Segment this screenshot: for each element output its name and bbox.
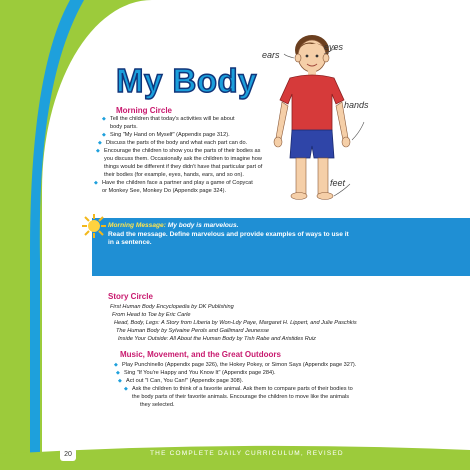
music-item-cont: they selected. bbox=[140, 402, 175, 408]
book-title: The Human Body by Sylvaine Perols and Gallimard Jeunesse bbox=[116, 328, 269, 334]
boy-illustration bbox=[268, 28, 388, 208]
music-item: ◆ Ask the children to think of a favorite animal. Ask them to compare parts of their bodies to bbox=[132, 386, 353, 393]
page-title: My Body bbox=[116, 62, 258, 99]
sun-icon bbox=[82, 214, 106, 238]
music-item: ◆ Play Punchinello (Appendix page 326), the Hokey Pokey, or Simon Says (Appendix page 327). bbox=[122, 362, 356, 369]
label-ears: ears bbox=[262, 50, 280, 60]
morning-circle-item: ◆ Encourage the children to show you the parts of their bodies as bbox=[104, 148, 260, 155]
morning-circle-heading: Morning Circle bbox=[116, 106, 173, 115]
morning-message-line2: Read the message. Define marvelous and provide examples of ways to use it bbox=[108, 230, 349, 238]
morning-message-label: Morning Message: bbox=[108, 222, 166, 229]
morning-circle-item-cont: body parts. bbox=[110, 124, 138, 130]
morning-circle-item: ◆ Tell the children that today's activities will be about bbox=[110, 116, 235, 123]
morning-circle-item: ◆ Have the children face a partner and play a game of Copycat bbox=[102, 180, 253, 187]
book-title: Head, Body, Legs: A Story from Liberia by Won-Ldy Paye, Margaret H. Lippert, and Julie Paschkis bbox=[114, 320, 357, 326]
morning-circle-item-cont: or Monkey See, Monkey Do (Appendix page 324). bbox=[102, 188, 227, 194]
morning-circle-item-cont: their bodies (for example, eyes, hands, ears, and so on). bbox=[104, 172, 244, 178]
morning-message-text bbox=[108, 222, 438, 248]
page-number: 20 bbox=[60, 448, 76, 461]
morning-message-line3: in a sentence. bbox=[108, 239, 152, 247]
morning-circle-item-cont: you discuss them. Occasionally ask the children to imagine how bbox=[104, 156, 262, 162]
morning-circle-item: ◆ Discuss the parts of the body and what each part can do. bbox=[106, 140, 247, 147]
music-item: ◆ Sing "If You're Happy and You Know It" (Appendix page 284). bbox=[124, 370, 276, 377]
morning-circle-item-cont: things would be different if they didn't have that particular part of bbox=[104, 164, 263, 170]
book-title: Inside Your Outside: All About the Human Body by Tish Rabe and Aristides Ruiz bbox=[118, 336, 316, 342]
blue-arc-decoration bbox=[30, 0, 84, 470]
story-circle-heading: Story Circle bbox=[108, 292, 153, 301]
label-feet: feet bbox=[330, 178, 346, 188]
morning-circle-item: ◆ Sing "My Hand on Myself" (Appendix page 312). bbox=[110, 132, 230, 139]
morning-message-quote: My body is marvelous. bbox=[167, 222, 239, 229]
music-item: ◆ Act out "I Can, You Can!" (Appendix page 308). bbox=[126, 378, 243, 385]
book-title: First Human Body Encyclopedia by DK Publishing bbox=[110, 304, 234, 310]
label-eyes: eyes bbox=[324, 42, 344, 52]
music-item-cont: the body parts of their favorite animals. Encourage the children to move like the animals bbox=[132, 394, 350, 400]
running-title: THE COMPLETE DAILY CURRICULUM, REVISED bbox=[150, 450, 344, 457]
music-heading: Music, Movement, and the Great Outdoors bbox=[120, 350, 281, 359]
label-hands: hands bbox=[344, 100, 369, 110]
book-title: From Head to Toe by Eric Carle bbox=[112, 312, 191, 318]
